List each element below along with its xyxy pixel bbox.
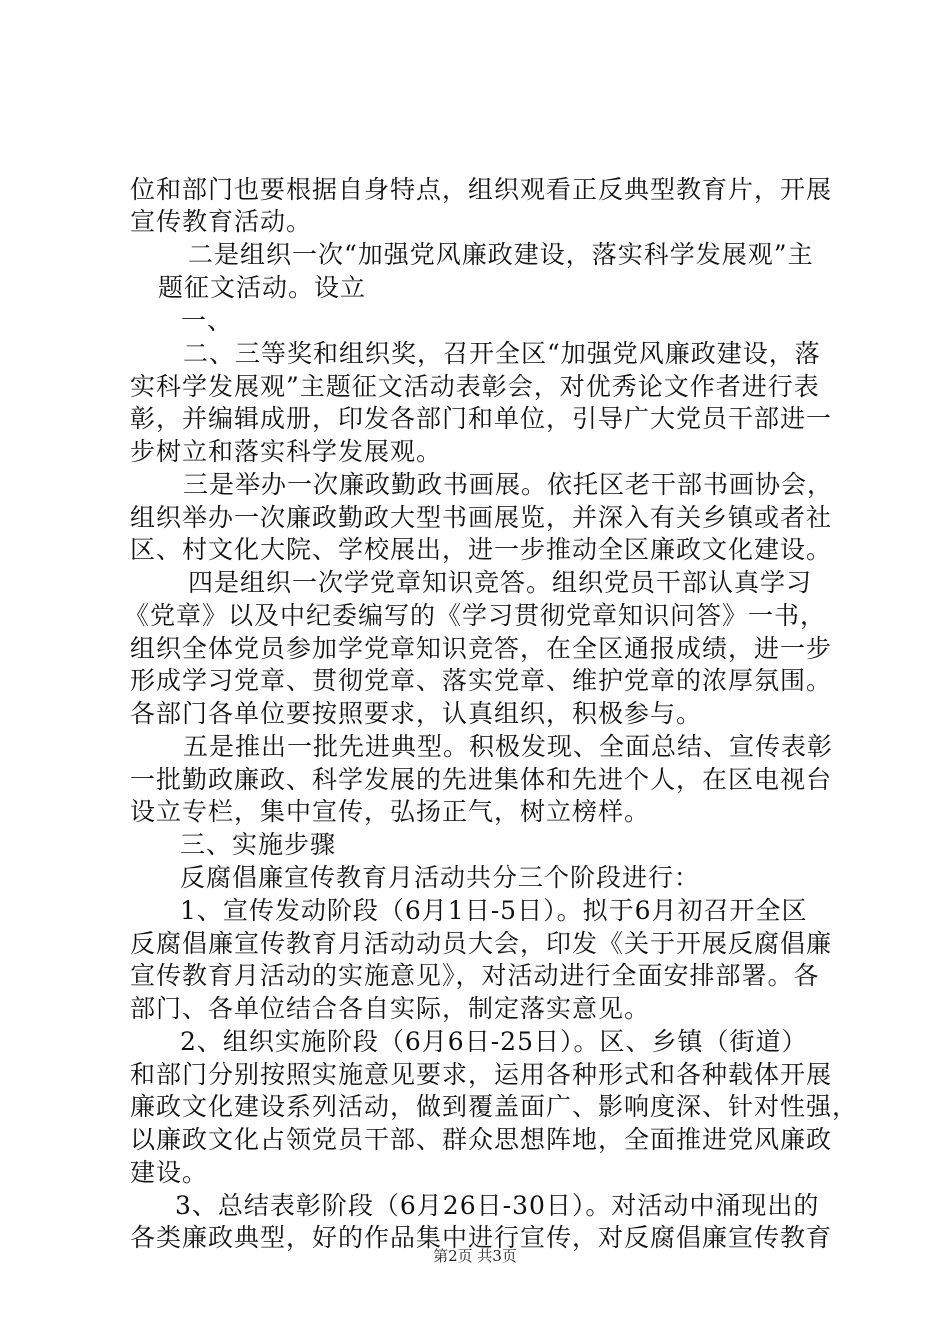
paragraph-line: 实科学发展观”主题征文活动表彰会，对优秀论文作者进行表: [130, 372, 820, 401]
paragraph-line: 题征文活动。设立: [158, 273, 367, 302]
paragraph-line: 各部门各单位要按照要求，认真组织，积极参与。: [130, 699, 703, 728]
paragraph-line: 建设。: [130, 1158, 209, 1187]
section-heading: 三、实施步骤: [180, 830, 337, 859]
paragraph-line: 以廉政文化占领党员干部、群众思想阵地，全面推进党风廉政: [130, 1125, 833, 1154]
page-number-footer: 第2页 共3页: [433, 1247, 517, 1265]
paragraph-line: 和部门分别按照实施意见要求，运用各种形式和各种载体开展: [130, 1060, 833, 1089]
paragraph-line: 宣传教育月活动的实施意见》，对活动进行全面安排部署。各: [130, 961, 820, 990]
paragraph-line: 二、三等奖和组织奖，召开全区“加强党风廉政建设，落: [183, 339, 821, 368]
paragraph-line: 位和部门也要根据自身特点，组织观看正反典型教育片，开展: [130, 175, 833, 204]
paragraph-line: 各类廉政典型，好的作品集中进行宣传，对反腐倡廉宣传教育: [130, 1223, 833, 1252]
paragraph-line: 宣传教育活动。: [130, 207, 313, 236]
paragraph-line: 一批勤政廉政、科学发展的先进集体和先进个人，在区电视台: [130, 765, 833, 794]
paragraph-line: 组织举办一次廉政勤政大型书画展览，并深入有关乡镇或者社: [130, 503, 833, 532]
paragraph-line: 二是组织一次“加强党风廉政建设，落实科学发展观”主: [188, 240, 814, 269]
paragraph-line: 《党章》以及中纪委编写的《学习贯彻党章知识问答》一书，: [124, 601, 827, 630]
paragraph-line: 区、村文化大院、学校展出，进一步推动全区廉政文化建设。: [130, 535, 833, 564]
paragraph-line: 部门、各单位结合各自实际，制定落实意见。: [130, 994, 651, 1023]
paragraph-line: 形成学习党章、贯彻党章、落实党章、维护党章的浓厚氛围。: [130, 666, 833, 695]
paragraph-line: 步树立和落实科学发展观。: [130, 437, 443, 466]
paragraph-line: 廉政文化建设系列活动，做到覆盖面广、影响度深、针对性强，: [130, 1092, 859, 1121]
paragraph-line: 反腐倡廉宣传教育月活动动员大会，印发《关于开展反腐倡廉: [130, 929, 833, 958]
paragraph-line: 1、宣传发动阶段（6月1日-5日）。拟于6月初召开全区: [180, 896, 808, 925]
paragraph-line: 四是组织一次学党章知识竞答。组织党员干部认真学习: [188, 568, 813, 597]
paragraph-line: 2、组织实施阶段（6月6日-25日）。区、乡镇（街道）: [180, 1027, 808, 1056]
paragraph-line: 彰，并编辑成册，印发各部门和单位，引导广大党员干部进一: [130, 404, 833, 433]
paragraph-line: 反腐倡廉宣传教育月活动共分三个阶段进行：: [180, 863, 701, 892]
paragraph-line: 一、: [181, 306, 234, 335]
paragraph-line: 设立专栏，集中宣传，弘扬正气，树立榜样。: [130, 797, 651, 826]
paragraph-line: 组织全体党员参加学党章知识竞答，在全区通报成绩，进一步: [130, 634, 833, 663]
paragraph-line: 3、总结表彰阶段（6月26日-30日）。对活动中涌现出的: [175, 1191, 820, 1220]
paragraph-line: 三是举办一次廉政勤政书画展。依托区老干部书画协会，: [183, 470, 834, 499]
paragraph-line: 五是推出一批先进典型。积极发现、全面总结、宣传表彰: [183, 732, 834, 761]
